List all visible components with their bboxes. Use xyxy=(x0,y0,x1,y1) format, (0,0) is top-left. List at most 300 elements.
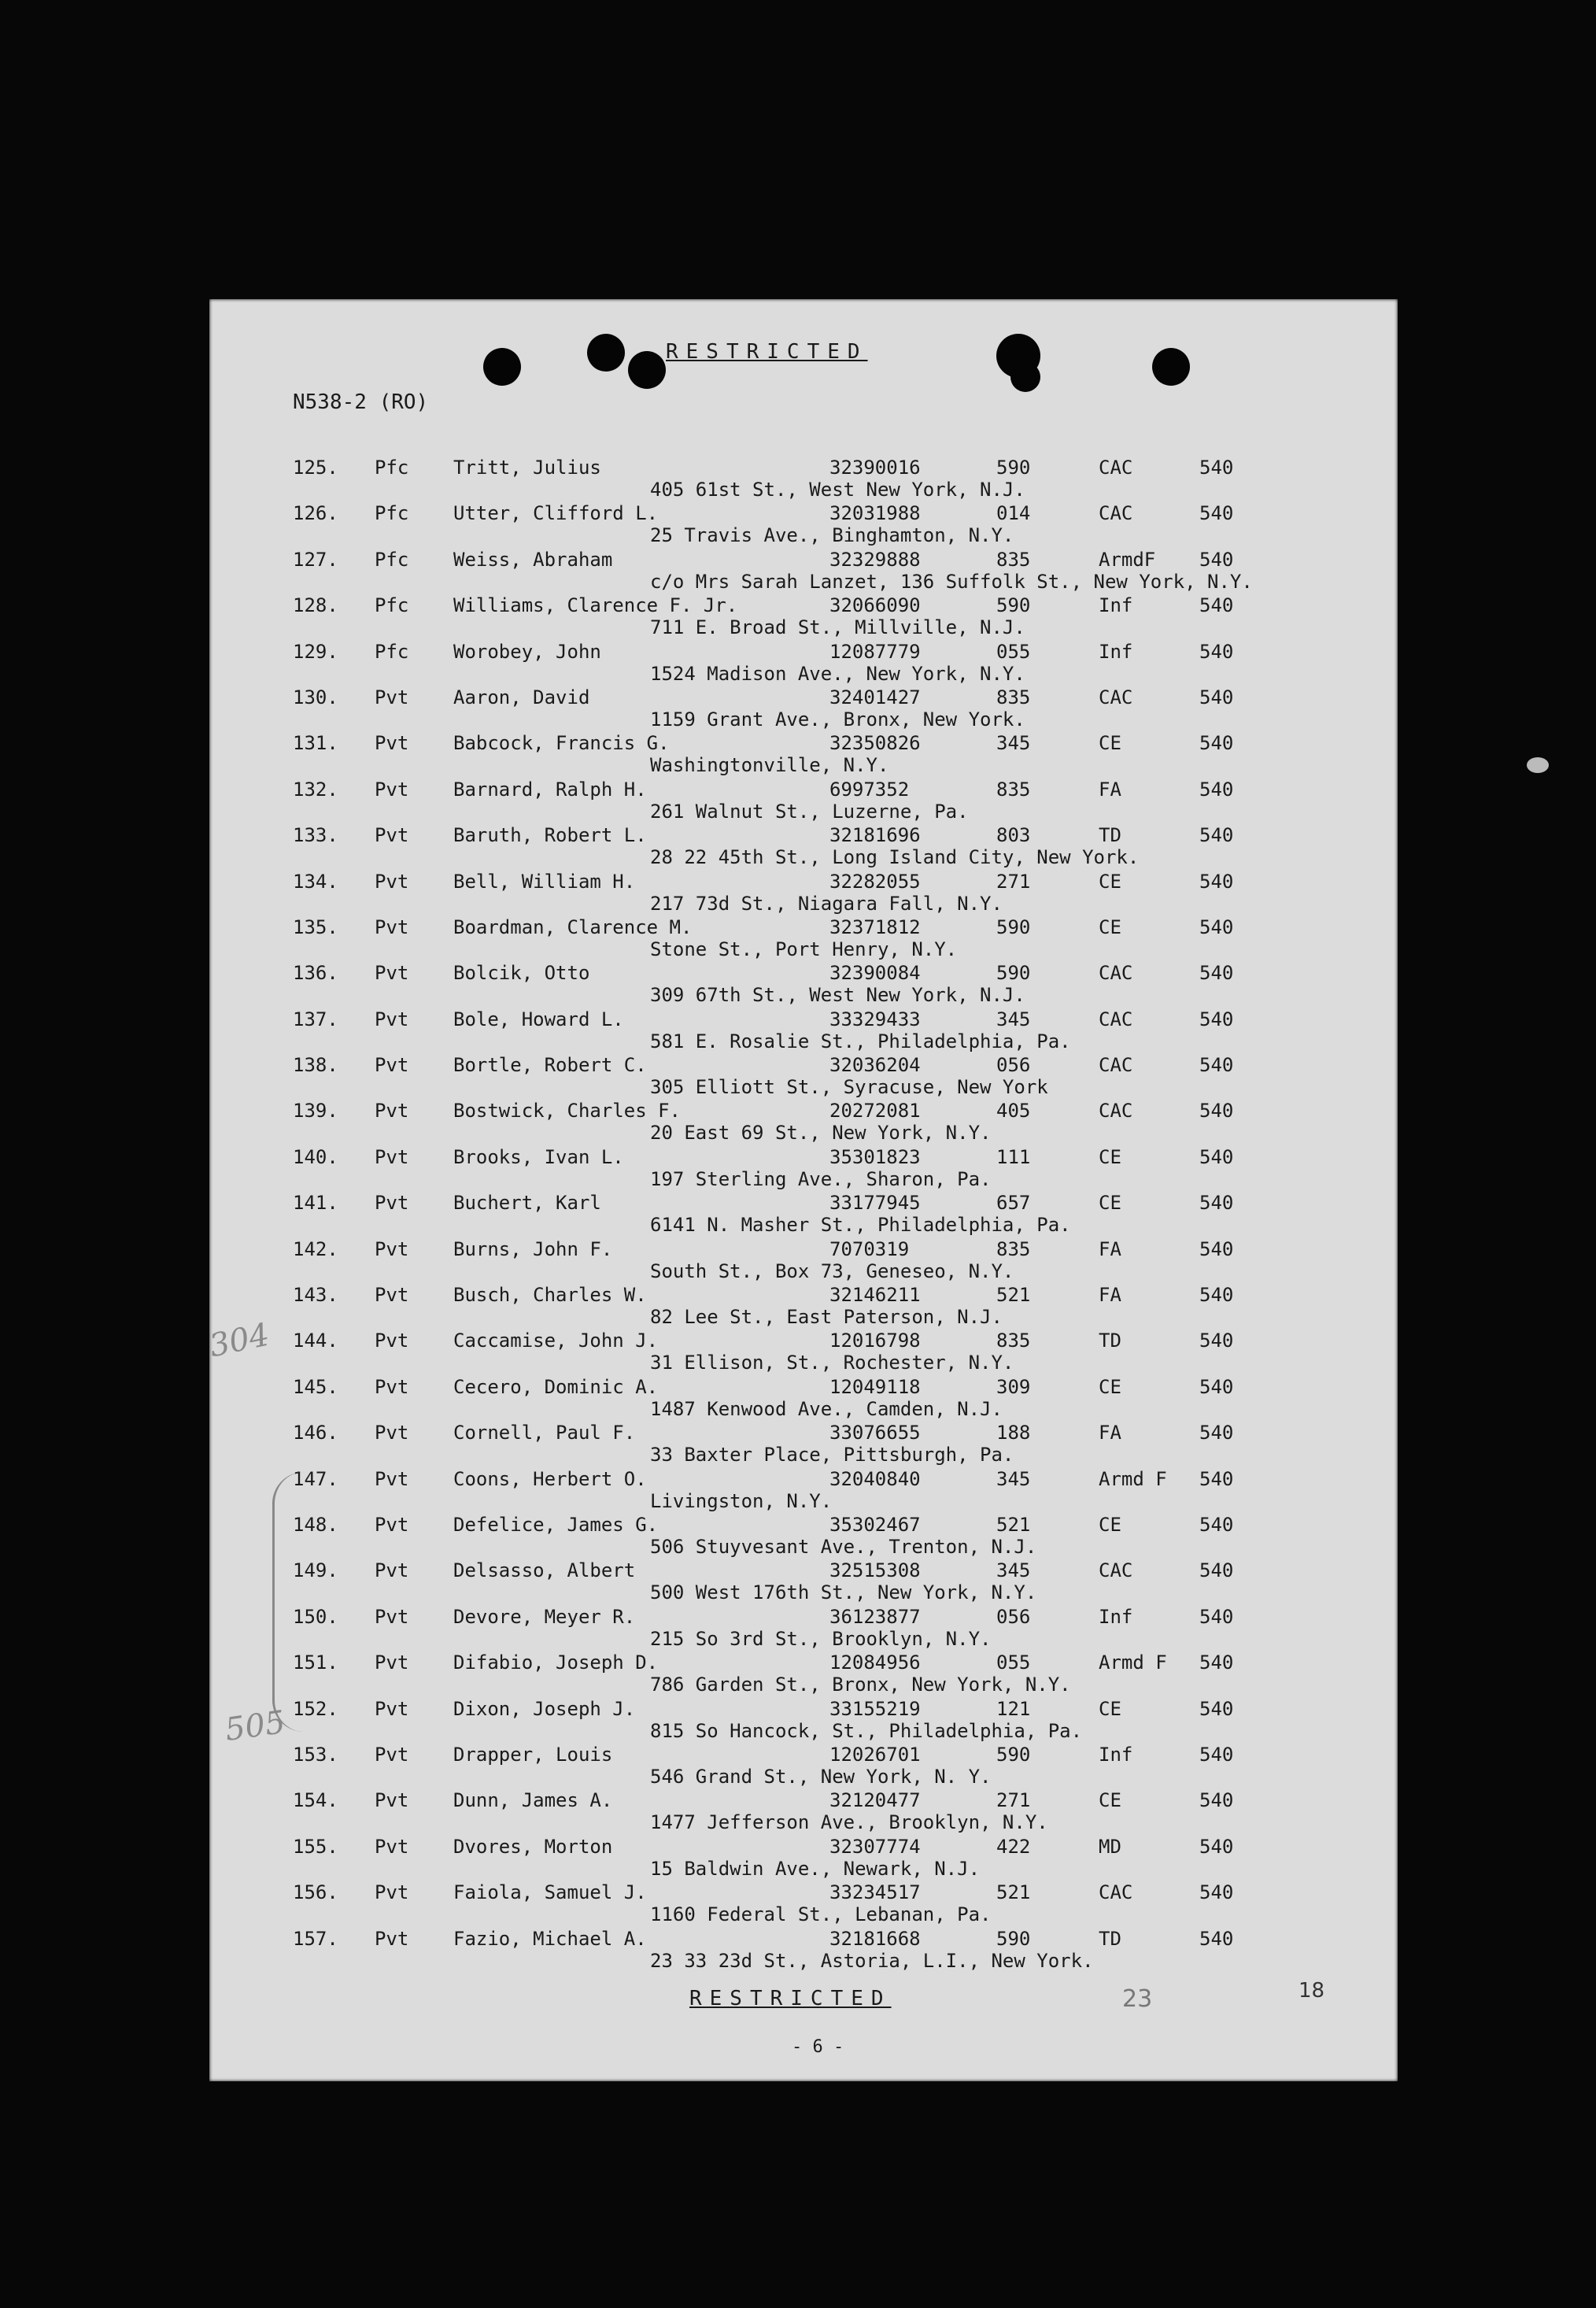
entry-sect: 540 xyxy=(1199,502,1234,525)
entry-name: Baruth, Robert L. xyxy=(453,824,647,847)
entry-name: Bell, William H. xyxy=(453,870,636,893)
entry-rank: Pvt xyxy=(375,1559,409,1582)
entry-serial: 35302467 xyxy=(829,1513,921,1536)
entry-rank: Pfc xyxy=(375,548,409,571)
entry-code: 521 xyxy=(996,1513,1031,1536)
entry-name: Bortle, Robert C. xyxy=(453,1054,647,1077)
entry-sect: 540 xyxy=(1199,1375,1234,1398)
entry-rank: Pvt xyxy=(375,915,409,938)
entry-branch: CAC xyxy=(1099,1054,1133,1077)
roster-entry xyxy=(209,1376,1398,1422)
entry-branch: CE xyxy=(1099,1697,1121,1720)
entry-num: 136. xyxy=(293,962,338,985)
entry-address: 25 Travis Ave., Binghamton, N.Y. xyxy=(650,524,1014,547)
entry-serial: 6997352 xyxy=(829,778,910,801)
entry-branch: CE xyxy=(1099,1145,1121,1168)
entry-name: Tritt, Julius xyxy=(453,457,601,479)
footer-restricted-label: RESTRICTED xyxy=(689,1987,892,2010)
entry-name: Bolcik, Otto xyxy=(453,962,590,985)
entry-rank: Pfc xyxy=(375,640,409,663)
entry-code: 590 xyxy=(996,1927,1031,1950)
entry-branch: CE xyxy=(1099,915,1121,938)
entry-code: 835 xyxy=(996,1237,1031,1260)
entry-num: 150. xyxy=(293,1605,338,1628)
entry-branch: Inf xyxy=(1099,1743,1133,1766)
entry-name: Caccamise, John J. xyxy=(453,1330,659,1352)
entry-sect: 540 xyxy=(1199,1559,1234,1582)
entry-code: 590 xyxy=(996,1743,1031,1766)
roster-entry xyxy=(209,779,1398,824)
entry-serial: 32515308 xyxy=(829,1559,921,1582)
entry-branch: FA xyxy=(1099,1284,1121,1307)
entry-serial: 32307774 xyxy=(829,1835,921,1858)
entry-branch: ArmdF xyxy=(1099,548,1156,571)
roster-entry xyxy=(209,1698,1398,1744)
entry-address: 82 Lee St., East Paterson, N.J. xyxy=(650,1306,1003,1329)
entry-serial: 32036204 xyxy=(829,1054,921,1077)
entry-code: 188 xyxy=(996,1422,1031,1444)
entry-sect: 540 xyxy=(1199,1192,1234,1215)
punch-hole xyxy=(628,351,666,389)
entry-branch: CE xyxy=(1099,1789,1121,1812)
entry-serial: 33155219 xyxy=(829,1697,921,1720)
roster-entry xyxy=(209,1514,1398,1559)
entry-rank: Pvt xyxy=(375,1375,409,1398)
entry-name: Barnard, Ralph H. xyxy=(453,778,647,801)
entry-address: 15 Baldwin Ave., Newark, N.J. xyxy=(650,1857,981,1880)
pencil-bracket xyxy=(272,1472,306,1732)
entry-branch: CAC xyxy=(1099,457,1133,479)
entry-sect: 540 xyxy=(1199,457,1234,479)
entry-sect: 540 xyxy=(1199,1330,1234,1352)
entry-code: 422 xyxy=(996,1835,1031,1858)
entry-name: Boardman, Clarence M. xyxy=(453,915,693,938)
entry-serial: 32390084 xyxy=(829,962,921,985)
entry-name: Coons, Herbert O. xyxy=(453,1467,647,1490)
entry-branch: CAC xyxy=(1099,686,1133,708)
entry-serial: 32120477 xyxy=(829,1789,921,1812)
entry-rank: Pvt xyxy=(375,962,409,985)
roster-entry xyxy=(209,871,1398,916)
entry-num: 146. xyxy=(293,1422,338,1444)
entry-address: 215 So 3rd St., Brooklyn, N.Y. xyxy=(650,1627,992,1650)
entry-address: 506 Stuyvesant Ave., Trenton, N.J. xyxy=(650,1535,1037,1558)
entry-rank: Pvt xyxy=(375,732,409,755)
entry-address: 405 61st St., West New York, N.J. xyxy=(650,479,1025,501)
entry-name: Defelice, James G. xyxy=(453,1513,659,1536)
entry-code: 835 xyxy=(996,1330,1031,1352)
entry-name: Dixon, Joseph J. xyxy=(453,1697,636,1720)
entry-name: Dunn, James A. xyxy=(453,1789,613,1812)
entry-num: 131. xyxy=(293,732,338,755)
entry-code: 657 xyxy=(996,1192,1031,1215)
entry-rank: Pvt xyxy=(375,1605,409,1628)
entry-name: Dvores, Morton xyxy=(453,1835,613,1858)
entry-name: Worobey, John xyxy=(453,640,601,663)
entry-rank: Pvt xyxy=(375,1881,409,1904)
roster-entry xyxy=(209,1238,1398,1284)
pencil-annotation: 304 xyxy=(206,1316,273,1365)
entry-branch: Armd F xyxy=(1099,1467,1167,1490)
entry-serial: 32031988 xyxy=(829,502,921,525)
document-id: N538-2 (RO) xyxy=(293,390,429,414)
entry-serial: 7070319 xyxy=(829,1237,910,1260)
entry-rank: Pvt xyxy=(375,1789,409,1812)
roster-entry xyxy=(209,824,1398,870)
entry-rank: Pvt xyxy=(375,1145,409,1168)
entry-rank: Pvt xyxy=(375,1422,409,1444)
entry-name: Drapper, Louis xyxy=(453,1743,613,1766)
entry-code: 014 xyxy=(996,502,1031,525)
entry-rank: Pvt xyxy=(375,824,409,847)
entry-address: 28 22 45th St., Long Island City, New York. xyxy=(650,846,1140,869)
entry-rank: Pvt xyxy=(375,1927,409,1950)
entry-serial: 32181696 xyxy=(829,824,921,847)
entry-rank: Pvt xyxy=(375,1100,409,1123)
entry-serial: 32066090 xyxy=(829,594,921,617)
entry-name: Buchert, Karl xyxy=(453,1192,601,1215)
entry-code: 405 xyxy=(996,1100,1031,1123)
entry-sect: 540 xyxy=(1199,1927,1234,1950)
entry-branch: CAC xyxy=(1099,1881,1133,1904)
entry-num: 133. xyxy=(293,824,338,847)
entry-serial: 32350826 xyxy=(829,732,921,755)
entry-code: 521 xyxy=(996,1881,1031,1904)
entry-code: 590 xyxy=(996,915,1031,938)
entry-num: 142. xyxy=(293,1237,338,1260)
entry-branch: Inf xyxy=(1099,640,1133,663)
entry-address: Livingston, N.Y. xyxy=(650,1489,833,1512)
entry-name: Faiola, Samuel J. xyxy=(453,1881,647,1904)
entry-num: 126. xyxy=(293,502,338,525)
entry-address: 217 73d St., Niagara Fall, N.Y. xyxy=(650,892,1003,915)
roster-entry xyxy=(209,1008,1398,1054)
entry-num: 127. xyxy=(293,548,338,571)
entry-sect: 540 xyxy=(1199,1605,1234,1628)
entry-name: Babcock, Francis G. xyxy=(453,732,670,755)
entry-branch: Armd F xyxy=(1099,1651,1167,1674)
entry-sect: 540 xyxy=(1199,1422,1234,1444)
entry-num: 155. xyxy=(293,1835,338,1858)
entry-rank: Pvt xyxy=(375,1008,409,1030)
entry-code: 590 xyxy=(996,457,1031,479)
entry-serial: 20272081 xyxy=(829,1100,921,1123)
entry-code: 121 xyxy=(996,1697,1031,1720)
roster-entry xyxy=(209,1651,1398,1697)
entry-branch: FA xyxy=(1099,1422,1121,1444)
entry-sect: 540 xyxy=(1199,1789,1234,1812)
entry-sect: 540 xyxy=(1199,594,1234,617)
entry-address: South St., Box 73, Geneseo, N.Y. xyxy=(650,1259,1014,1282)
entry-rank: Pvt xyxy=(375,1284,409,1307)
entry-branch: TD xyxy=(1099,824,1121,847)
entry-code: 271 xyxy=(996,1789,1031,1812)
entry-num: 140. xyxy=(293,1145,338,1168)
entry-name: Utter, Clifford L. xyxy=(453,502,659,525)
entry-code: 835 xyxy=(996,778,1031,801)
entry-code: 835 xyxy=(996,686,1031,708)
entry-num: 138. xyxy=(293,1054,338,1077)
entry-address: 305 Elliott St., Syracuse, New York xyxy=(650,1076,1048,1099)
roster-entry xyxy=(209,1192,1398,1237)
entry-serial: 32329888 xyxy=(829,548,921,571)
entry-num: 154. xyxy=(293,1789,338,1812)
entry-code: 345 xyxy=(996,1467,1031,1490)
entry-code: 056 xyxy=(996,1605,1031,1628)
entry-num: 148. xyxy=(293,1513,338,1536)
roster-entry xyxy=(209,641,1398,686)
entry-code: 345 xyxy=(996,1559,1031,1582)
entry-branch: CE xyxy=(1099,732,1121,755)
entry-address: Washingtonville, N.Y. xyxy=(650,754,889,777)
entry-address: 1160 Federal St., Lebanan, Pa. xyxy=(650,1903,992,1926)
entry-sect: 540 xyxy=(1199,1054,1234,1077)
entry-name: Devore, Meyer R. xyxy=(453,1605,636,1628)
entry-sect: 540 xyxy=(1199,1467,1234,1490)
entry-name: Williams, Clarence F. Jr. xyxy=(453,594,738,617)
header-restricted-label: RESTRICTED xyxy=(666,340,868,364)
roster-entry xyxy=(209,1330,1398,1375)
entry-serial: 12016798 xyxy=(829,1330,921,1352)
entry-sect: 540 xyxy=(1199,640,1234,663)
entry-sect: 540 xyxy=(1199,778,1234,801)
entry-num: 137. xyxy=(293,1008,338,1030)
roster-entry xyxy=(209,457,1398,502)
entry-sect: 540 xyxy=(1199,1237,1234,1260)
entry-sect: 540 xyxy=(1199,870,1234,893)
entry-address: 581 E. Rosalie St., Philadelphia, Pa. xyxy=(650,1030,1071,1052)
entry-rank: Pvt xyxy=(375,1330,409,1352)
entry-num: 144. xyxy=(293,1330,338,1352)
entry-name: Delsasso, Albert xyxy=(453,1559,636,1582)
entry-rank: Pvt xyxy=(375,1697,409,1720)
entry-num: 129. xyxy=(293,640,338,663)
entry-name: Aaron, David xyxy=(453,686,590,708)
entry-num: 145. xyxy=(293,1375,338,1398)
entry-name: Brooks, Ivan L. xyxy=(453,1145,624,1168)
entry-sect: 540 xyxy=(1199,824,1234,847)
entry-num: 130. xyxy=(293,686,338,708)
entry-branch: Inf xyxy=(1099,594,1133,617)
stamped-number: 23 xyxy=(1122,1985,1153,2013)
entry-branch: TD xyxy=(1099,1927,1121,1950)
roster-entry xyxy=(209,916,1398,962)
roster-entry xyxy=(209,686,1398,732)
entry-branch: CE xyxy=(1099,1375,1121,1398)
entry-code: 521 xyxy=(996,1284,1031,1307)
entry-name: Burns, John F. xyxy=(453,1237,613,1260)
roster-entry xyxy=(209,1100,1398,1145)
entry-code: 055 xyxy=(996,640,1031,663)
entry-serial: 33076655 xyxy=(829,1422,921,1444)
roster-entry xyxy=(209,1422,1398,1467)
entry-num: 157. xyxy=(293,1927,338,1950)
punch-hole xyxy=(587,334,625,372)
entry-sect: 540 xyxy=(1199,548,1234,571)
entry-branch: CAC xyxy=(1099,1559,1133,1582)
entry-serial: 33177945 xyxy=(829,1192,921,1215)
entry-rank: Pvt xyxy=(375,1054,409,1077)
entry-rank: Pfc xyxy=(375,594,409,617)
entry-address: 31 Ellison, St., Rochester, N.Y. xyxy=(650,1352,1014,1374)
entry-num: 153. xyxy=(293,1743,338,1766)
entry-name: Cecero, Dominic A. xyxy=(453,1375,659,1398)
entry-num: 125. xyxy=(293,457,338,479)
entry-num: 147. xyxy=(293,1467,338,1490)
entry-address: 20 East 69 St., New York, N.Y. xyxy=(650,1122,992,1145)
entry-branch: FA xyxy=(1099,1237,1121,1260)
entry-sect: 540 xyxy=(1199,1284,1234,1307)
entry-branch: CE xyxy=(1099,870,1121,893)
entry-code: 590 xyxy=(996,962,1031,985)
entry-rank: Pfc xyxy=(375,502,409,525)
entry-rank: Pfc xyxy=(375,457,409,479)
roster-entry xyxy=(209,1054,1398,1100)
roster-entry xyxy=(209,1744,1398,1789)
entry-code: 056 xyxy=(996,1054,1031,1077)
entry-num: 135. xyxy=(293,915,338,938)
entry-sect: 540 xyxy=(1199,732,1234,755)
entry-address: 1477 Jefferson Ave., Brooklyn, N.Y. xyxy=(650,1811,1048,1834)
entry-name: Cornell, Paul F. xyxy=(453,1422,636,1444)
entry-address: 309 67th St., West New York, N.J. xyxy=(650,984,1025,1007)
entry-address: 6141 N. Masher St., Philadelphia, Pa. xyxy=(650,1214,1071,1237)
entry-serial: 32371812 xyxy=(829,915,921,938)
entry-num: 151. xyxy=(293,1651,338,1674)
entry-branch: FA xyxy=(1099,778,1121,801)
entry-sect: 540 xyxy=(1199,1835,1234,1858)
entry-code: 271 xyxy=(996,870,1031,893)
entry-code: 835 xyxy=(996,548,1031,571)
roster-entry xyxy=(209,732,1398,778)
entry-serial: 32146211 xyxy=(829,1284,921,1307)
entry-rank: Pvt xyxy=(375,1835,409,1858)
roster-entry xyxy=(209,1559,1398,1605)
entry-sect: 540 xyxy=(1199,1145,1234,1168)
entry-sect: 540 xyxy=(1199,1008,1234,1030)
entry-serial: 32181668 xyxy=(829,1927,921,1950)
entry-name: Bole, Howard L. xyxy=(453,1008,624,1030)
entry-num: 152. xyxy=(293,1697,338,1720)
entry-address: 815 So Hancock, St., Philadelphia, Pa. xyxy=(650,1719,1083,1742)
entry-serial: 32401427 xyxy=(829,686,921,708)
entry-sect: 540 xyxy=(1199,1651,1234,1674)
entry-address: 711 E. Broad St., Millville, N.J. xyxy=(650,616,1025,639)
entry-serial: 33329433 xyxy=(829,1008,921,1030)
entry-sect: 540 xyxy=(1199,915,1234,938)
entry-rank: Pvt xyxy=(375,870,409,893)
entry-rank: Pvt xyxy=(375,1237,409,1260)
corner-mark: 18 xyxy=(1299,1979,1325,2003)
entry-serial: 32040840 xyxy=(829,1467,921,1490)
roster-entry xyxy=(209,1468,1398,1514)
entry-address: c/o Mrs Sarah Lanzet, 136 Suffolk St., New York, N.Y. xyxy=(650,570,1253,593)
entry-address: 786 Garden St., Bronx, New York, N.Y. xyxy=(650,1674,1071,1696)
roster-entry xyxy=(209,1146,1398,1192)
entry-address: 546 Grand St., New York, N. Y. xyxy=(650,1765,992,1788)
entry-rank: Pvt xyxy=(375,1651,409,1674)
entry-serial: 35301823 xyxy=(829,1145,921,1168)
entry-name: Weiss, Abraham xyxy=(453,548,613,571)
roster-entry xyxy=(209,1836,1398,1881)
entry-sect: 540 xyxy=(1199,1881,1234,1904)
entry-rank: Pvt xyxy=(375,1467,409,1490)
entry-serial: 32282055 xyxy=(829,870,921,893)
entry-num: 141. xyxy=(293,1192,338,1215)
punch-hole xyxy=(483,348,521,386)
roster-list xyxy=(209,457,1398,1973)
entry-sect: 540 xyxy=(1199,962,1234,985)
entry-address: 500 West 176th St., New York, N.Y. xyxy=(650,1581,1037,1604)
entry-rank: Pvt xyxy=(375,1192,409,1215)
entry-address: 1487 Kenwood Ave., Camden, N.J. xyxy=(650,1397,1003,1420)
entry-code: 345 xyxy=(996,1008,1031,1030)
entry-name: Fazio, Michael A. xyxy=(453,1927,647,1950)
entry-address: 197 Sterling Ave., Sharon, Pa. xyxy=(650,1167,992,1190)
entry-num: 139. xyxy=(293,1100,338,1123)
entry-address: 1524 Madison Ave., New York, N.Y. xyxy=(650,662,1025,685)
roster-entry xyxy=(209,1606,1398,1651)
entry-serial: 32390016 xyxy=(829,457,921,479)
roster-entry xyxy=(209,502,1398,548)
roster-entry xyxy=(209,1928,1398,1973)
entry-code: 309 xyxy=(996,1375,1031,1398)
entry-code: 590 xyxy=(996,594,1031,617)
entry-address: 23 33 23d St., Astoria, L.I., New York. xyxy=(650,1949,1094,1972)
entry-code: 111 xyxy=(996,1145,1031,1168)
entry-branch: CAC xyxy=(1099,962,1133,985)
entry-branch: Inf xyxy=(1099,1605,1133,1628)
entry-sect: 540 xyxy=(1199,1100,1234,1123)
entry-serial: 36123877 xyxy=(829,1605,921,1628)
roster-entry xyxy=(209,962,1398,1008)
page-number: - 6 - xyxy=(792,2037,844,2057)
entry-sect: 540 xyxy=(1199,686,1234,708)
entry-num: 149. xyxy=(293,1559,338,1582)
entry-serial: 12049118 xyxy=(829,1375,921,1398)
entry-sect: 540 xyxy=(1199,1743,1234,1766)
entry-num: 128. xyxy=(293,594,338,617)
entry-serial: 12026701 xyxy=(829,1743,921,1766)
entry-num: 132. xyxy=(293,778,338,801)
entry-address: Stone St., Port Henry, N.Y. xyxy=(650,938,958,960)
entry-serial: 12087779 xyxy=(829,640,921,663)
entry-branch: TD xyxy=(1099,1330,1121,1352)
roster-entry xyxy=(209,594,1398,640)
roster-entry xyxy=(209,1284,1398,1330)
entry-name: Difabio, Joseph D. xyxy=(453,1651,659,1674)
entry-branch: CAC xyxy=(1099,502,1133,525)
entry-code: 803 xyxy=(996,824,1031,847)
entry-sect: 540 xyxy=(1199,1697,1234,1720)
entry-rank: Pvt xyxy=(375,1513,409,1536)
pencil-annotation: 505 xyxy=(223,1703,288,1749)
entry-address: 261 Walnut St., Luzerne, Pa. xyxy=(650,800,969,823)
entry-num: 134. xyxy=(293,870,338,893)
film-speck xyxy=(1527,757,1549,773)
entry-rank: Pvt xyxy=(375,778,409,801)
entry-address: 1159 Grant Ave., Bronx, New York. xyxy=(650,708,1025,730)
roster-entry xyxy=(209,549,1398,594)
entry-rank: Pvt xyxy=(375,686,409,708)
entry-branch: MD xyxy=(1099,1835,1121,1858)
punch-hole xyxy=(1010,362,1040,392)
entry-name: Busch, Charles W. xyxy=(453,1284,647,1307)
entry-rank: Pvt xyxy=(375,1743,409,1766)
entry-serial: 12084956 xyxy=(829,1651,921,1674)
roster-entry xyxy=(209,1881,1398,1927)
entry-branch: CE xyxy=(1099,1192,1121,1215)
